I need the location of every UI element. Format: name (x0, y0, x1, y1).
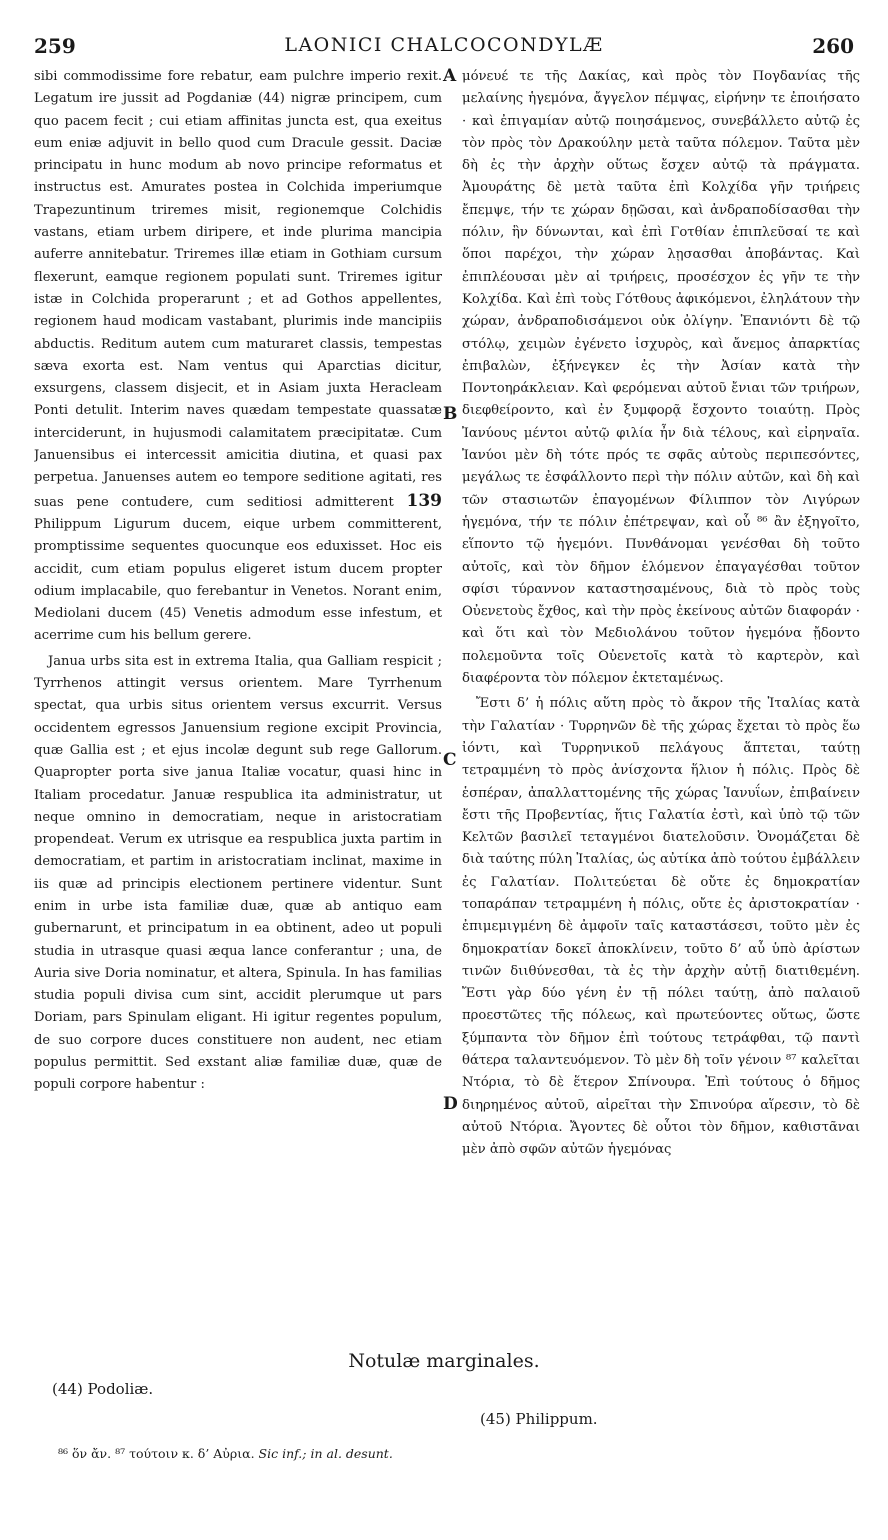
section-marker-a: A (443, 66, 457, 86)
section-marker-c: C (443, 750, 457, 770)
section-marker-d: D (443, 1094, 458, 1114)
section-marker-b: B (443, 404, 458, 424)
footnote-greek: ⁸⁶ ὅν ἄν. ⁸⁷ τούτοιν κ. δ’ Αὐρια. (58, 1446, 255, 1461)
latin-column (34, 66, 442, 1176)
marginal-note-44: (44) Podoliæ. (52, 1380, 154, 1398)
page-number-left: 259 (34, 34, 76, 58)
running-title: LAONICI CHALCOCONDYLÆ (284, 34, 604, 56)
latin-paragraph-1-text: sibi commodissime fore rebatur, eam pulchre imperio rexit. Legatum ire jussit ad Pogdaniæ (44) nigræ principem, cum quo pacem fecit ; cui etiam affinitas juncta est, qua exeitus eum eniæ adjuvit in bello quod cum Dracule gessit. Daciæ principatu in hunc modum ab novo principe reformatus et instructus est. Amurates postea in Colchida imperiumque Trapezuntinum triremes misit, regionemque Colchidis vastans, etiam urbem diripere, et inde plurima mancipia auferre annitebatur. Triremes illæ etiam in Gothiam cursum flexerunt, eamque regionem populati sunt. Triremes igitur istæ in Colchida properarunt ; et ad Gothos appellentes, regionem haud modicam vastabant, plurimis inde mancipiis abductis. Reditum autem cum maturaret classis, tempestas sæva exorta est. Nam ventus qui Aparctias dicitur, exsurgens, classem disjecit, et in Asiam juxta Heracleam Ponti detulit. Interim naves quædam tempestate quassatæ interciderunt, in hujusmodi calamitatem præcipitatæ. Cum Januensibus ei intercessit amicitia diutina, et quasi pax perpetua. Januenses autem eo tempore seditione agitati, res suas pene contudere, cum seditiosi admitterent (34, 69, 442, 510)
greek-paragraph-1: μόνευέ τε τῆς Δακίας, καὶ πρὸς τὸν Πογδανίας τῆς μελαίνης ἡγεμόνα, ἄγγελον πέμψας, εἰρήνην τε ἐποιήσατο · καὶ ἐπιγαμίαν αὐτῷ ποιησάμενος, συνεβάλλετο αὐτῷ ἐς τὸν πρὸς τὸν Δρακούλην μετὰ ταῦτα πόλεμον. Ταῦτα μὲν δὴ ἐς τὴν ἀρχὴν οὕτως ἔσχεν αὐτῷ τὰ πράγματα. Ἀμουράτης δὲ μετὰ ταῦτα ἐπὶ Κολχίδα γῆν τριήρεις ἔπεμψε, τήν τε χώραν δῃῶσαι, καὶ ἀνδραποδίσασθαι τὴν πόλιν, ἣν δύνωνται, καὶ ἐπὶ Γοτθίαν ἐπιπλεῦσαί τε καὶ ὅποι παρέχοι, τὴν χώραν λῃσασθαι ἀποβάντας. Καὶ ἐπιπλέουσαι μὲν αἱ τριήρεις, προσέσχον ἐς γῆν τε τὴν Κολχίδα. Καὶ ἐπὶ τοὺς Γότθους ἀφικόμενοι, ἐληλάτουν τὴν χώραν, ἀνδραποδισάμενοι οὐκ ὀλίγην. Ἐπανιόντι δὲ τῷ στόλῳ, χειμὼν ἐγένετο ἰσχυρὸς, καὶ ἄνεμος ἀπαρκτίας ἐπιβαλὼν, ἐξήνεγκεν ἐς τὴν Ἀσίαν κατὰ τὴν Ποντοηράκλειαν. Καὶ φερόμεναι αὐτοῦ ἔνιαι τῶν τριήρων, διεφθείροντο, καὶ ἐν ξυμφορᾷ ἔσχοντο τοιαύτῃ. Πρὸς Ἰανύους μέντοι αὐτῷ φιλία ἦν διὰ τέλους, καὶ εἰρηναῖα. Ἰανύοι μὲν δὴ τότε πρός τε σφᾶς αὐτοὺς περιπεσόντες, μεγάλως τε ἐσφάλλοντο περὶ τὴν πόλιν αὐτῶν, καὶ δὴ καὶ τῶν στασιωτῶν ἐπαγομένων Φίλιππον τὸν Λιγύρων ἡγεμόνα, τήν τε πόλιν ἐπέτρεψαν, καὶ οὗ ⁸⁶ ἂν ἐξηγοῖτο, εἵποντο τῷ ἡγεμόνι. Πυνθάνομαι γενέσθαι δὴ τοῦτο αὐτοῖς, καὶ τὸν δῆμον ἑλόμενον ἐπαγαγέσθαι τοῦτον σφίσι τύραννον καταστησαμένους, διὰ τὸ πρὸς τοὺς Οὐενετοὺς ἔχθος, καὶ τὴν πρὸς ἐκείνους αὐτῶν διαφοράν · καὶ ὅτι καὶ τὸν Μεδιολάνου τοῦτον ἡγεμόνα ᾔδοντο πολεμοῦντα τοῖς Οὐενετοῖς κατὰ τὸ καρτερὸν, καὶ διαφέροντα τὸν πόλεμον ἐκτεταμένως. (462, 69, 860, 687)
page-header (34, 30, 854, 62)
page-number-right: 260 (812, 34, 854, 58)
critical-footnote (58, 1446, 393, 1461)
latin-paragraph-2: Janua urbs sita est in extrema Italia, qua Galliam respicit ; Tyrrhenos attingit versus orientem. Mare Tyrrhenum spectat, qua urbis situs orientem versus excurrit. Versus occidentem egressos Januensium regione excipit Provincia, quæ Gallia est ; et ejus incolæ degunt sub rege Gallorum. Quapropter porta sive janua Italiæ vocatur, quasi hinc in Italiam procedatur. Januæ respublica ita administratur, ut neque omnino in democratiam, neque in aristocratiam propendeat. Verum ex utrisque ea respublica juxta partim in democratiam, et partim in aristocratiam inclinat, maxime in iis quæ ad principis electionem pertinere videntur. Sunt enim in urbe ista familiæ duæ, quæ ab antiquo eam gubernarunt, et principatum in ea obtinent, adeo ut populi studia in utrasque quasi æqua lance conferantur ; una, de Auria sive Doria nominatur, et altera, Spinula. In has familias studia populi divisa cum sint, accidit plerumque ut pars Doriam, pars Spinulam eligant. Hi igitur regentes populum, de suo corpore duces constituere non audent, nec etiam populus permittit. Sed exstant aliæ familiæ duæ, quæ de populi corpore habentur : (34, 653, 442, 1093)
marginal-notes-title: Notulæ marginales. (348, 1350, 540, 1372)
latin-paragraph-1 (34, 66, 442, 648)
edition-page-mark: 139 (406, 490, 442, 511)
greek-column (462, 66, 860, 1176)
marginal-note-45: (45) Philippum. (480, 1410, 598, 1428)
greek-paragraph-2: Ἔστι δ’ ἡ πόλις αὕτη πρὸς τὸ ἄκρον τῆς Ἰταλίας κατὰ τὴν Γαλατίαν · Τυρρηνῶν δὲ τῆς χώρας ἔχεται τὸ πρὸς ἕω ἰόντι, καὶ Τυρρηνικοῦ πελάγους ἅπτεται, ταύτῃ τετραμμένη τὸ πρὸς ἀνίσχοντα ἥλιον ἡ πόλις. Πρὸς δὲ ἑσπέραν, ἀπαλλαττομένης τῆς χώρας Ἰανυΐων, ἐπιβαίνειν ἔστι τῆς Προβεντίας, ἥτις Γαλατία ἐστὶ, καὶ ὑπὸ τῷ τῶν Κελτῶν βασιλεῖ τεταγμένοι διατελοῦσιν. Ὀνομάζεται δὲ διὰ ταύτης πύλη Ἰταλίας, ὡς αὐτίκα ἀπὸ τούτου ἐμβάλλειν ἐς Γαλατίαν. Πολιτεύεται δὲ οὔτε ἐς δημοκρατίαν τοπαράπαν τετραμμένη ἡ πόλις, οὔτε ἐς ἀριστοκρατίαν · ἐπιμεμιγμένη δὲ ἀμφοῖν ταῖς καταστάσεσι, τοῦτο μὲν ἐς δημοκρατίαν δοκεῖ ἀποκλίνειν, τοῦτο δ’ αὖ ὑπὸ ἀρίστων τινῶν διιθύνεσθαι, τὰ ἐς τὴν ἀρχὴν αὐτῇ διατιθεμένη. Ἔστι γὰρ δύο γένη ἐν τῇ πόλει ταύτῃ, ἀπὸ παλαιοῦ προεστῶτες τῆς πόλεως, καὶ πρωτεύοντες οὕτως, ὥστε ξύμπαντα τὸν δῆμον ἐπὶ τούτους τετράφθαι, τῷ παντὶ θάτερα ταλαντευόμενον. Τὸ μὲν δὴ τοῖν γένοιν ⁸⁷ καλεῖται Ντόρια, τὸ δὲ ἕτερον Σπίνουρα. Ἐπὶ τούτους ὁ δῆμος διηρημένος αὐτοῦ, αἱρεῖται τὴν Σπινούρα αἵρεσιν, τὸ δὲ αὐτοῦ Ντόρια. Ἄγοντες δὲ οὗτοι τὸν δῆμον, καθιστᾶναι μὲν ἀπὸ σφῶν αὐτῶν ἡγεμόνας (462, 696, 860, 1158)
latin-paragraph-1-end: Philippum Ligurum ducem, eique urbem committerent, promptissime sequentes quocunque eos eduxisset. Hoc eis accidit, cum etiam populus eligeret istum ducem propter odium implacabile, quo ferebantur in Venetos. Norant enim, Mediolani ducem (45) Venetis admodum esse infestum, et acerrime cum his bellum gerere. (34, 516, 442, 644)
footnote-latin: Sic inf.; in al. desunt. (258, 1446, 393, 1461)
